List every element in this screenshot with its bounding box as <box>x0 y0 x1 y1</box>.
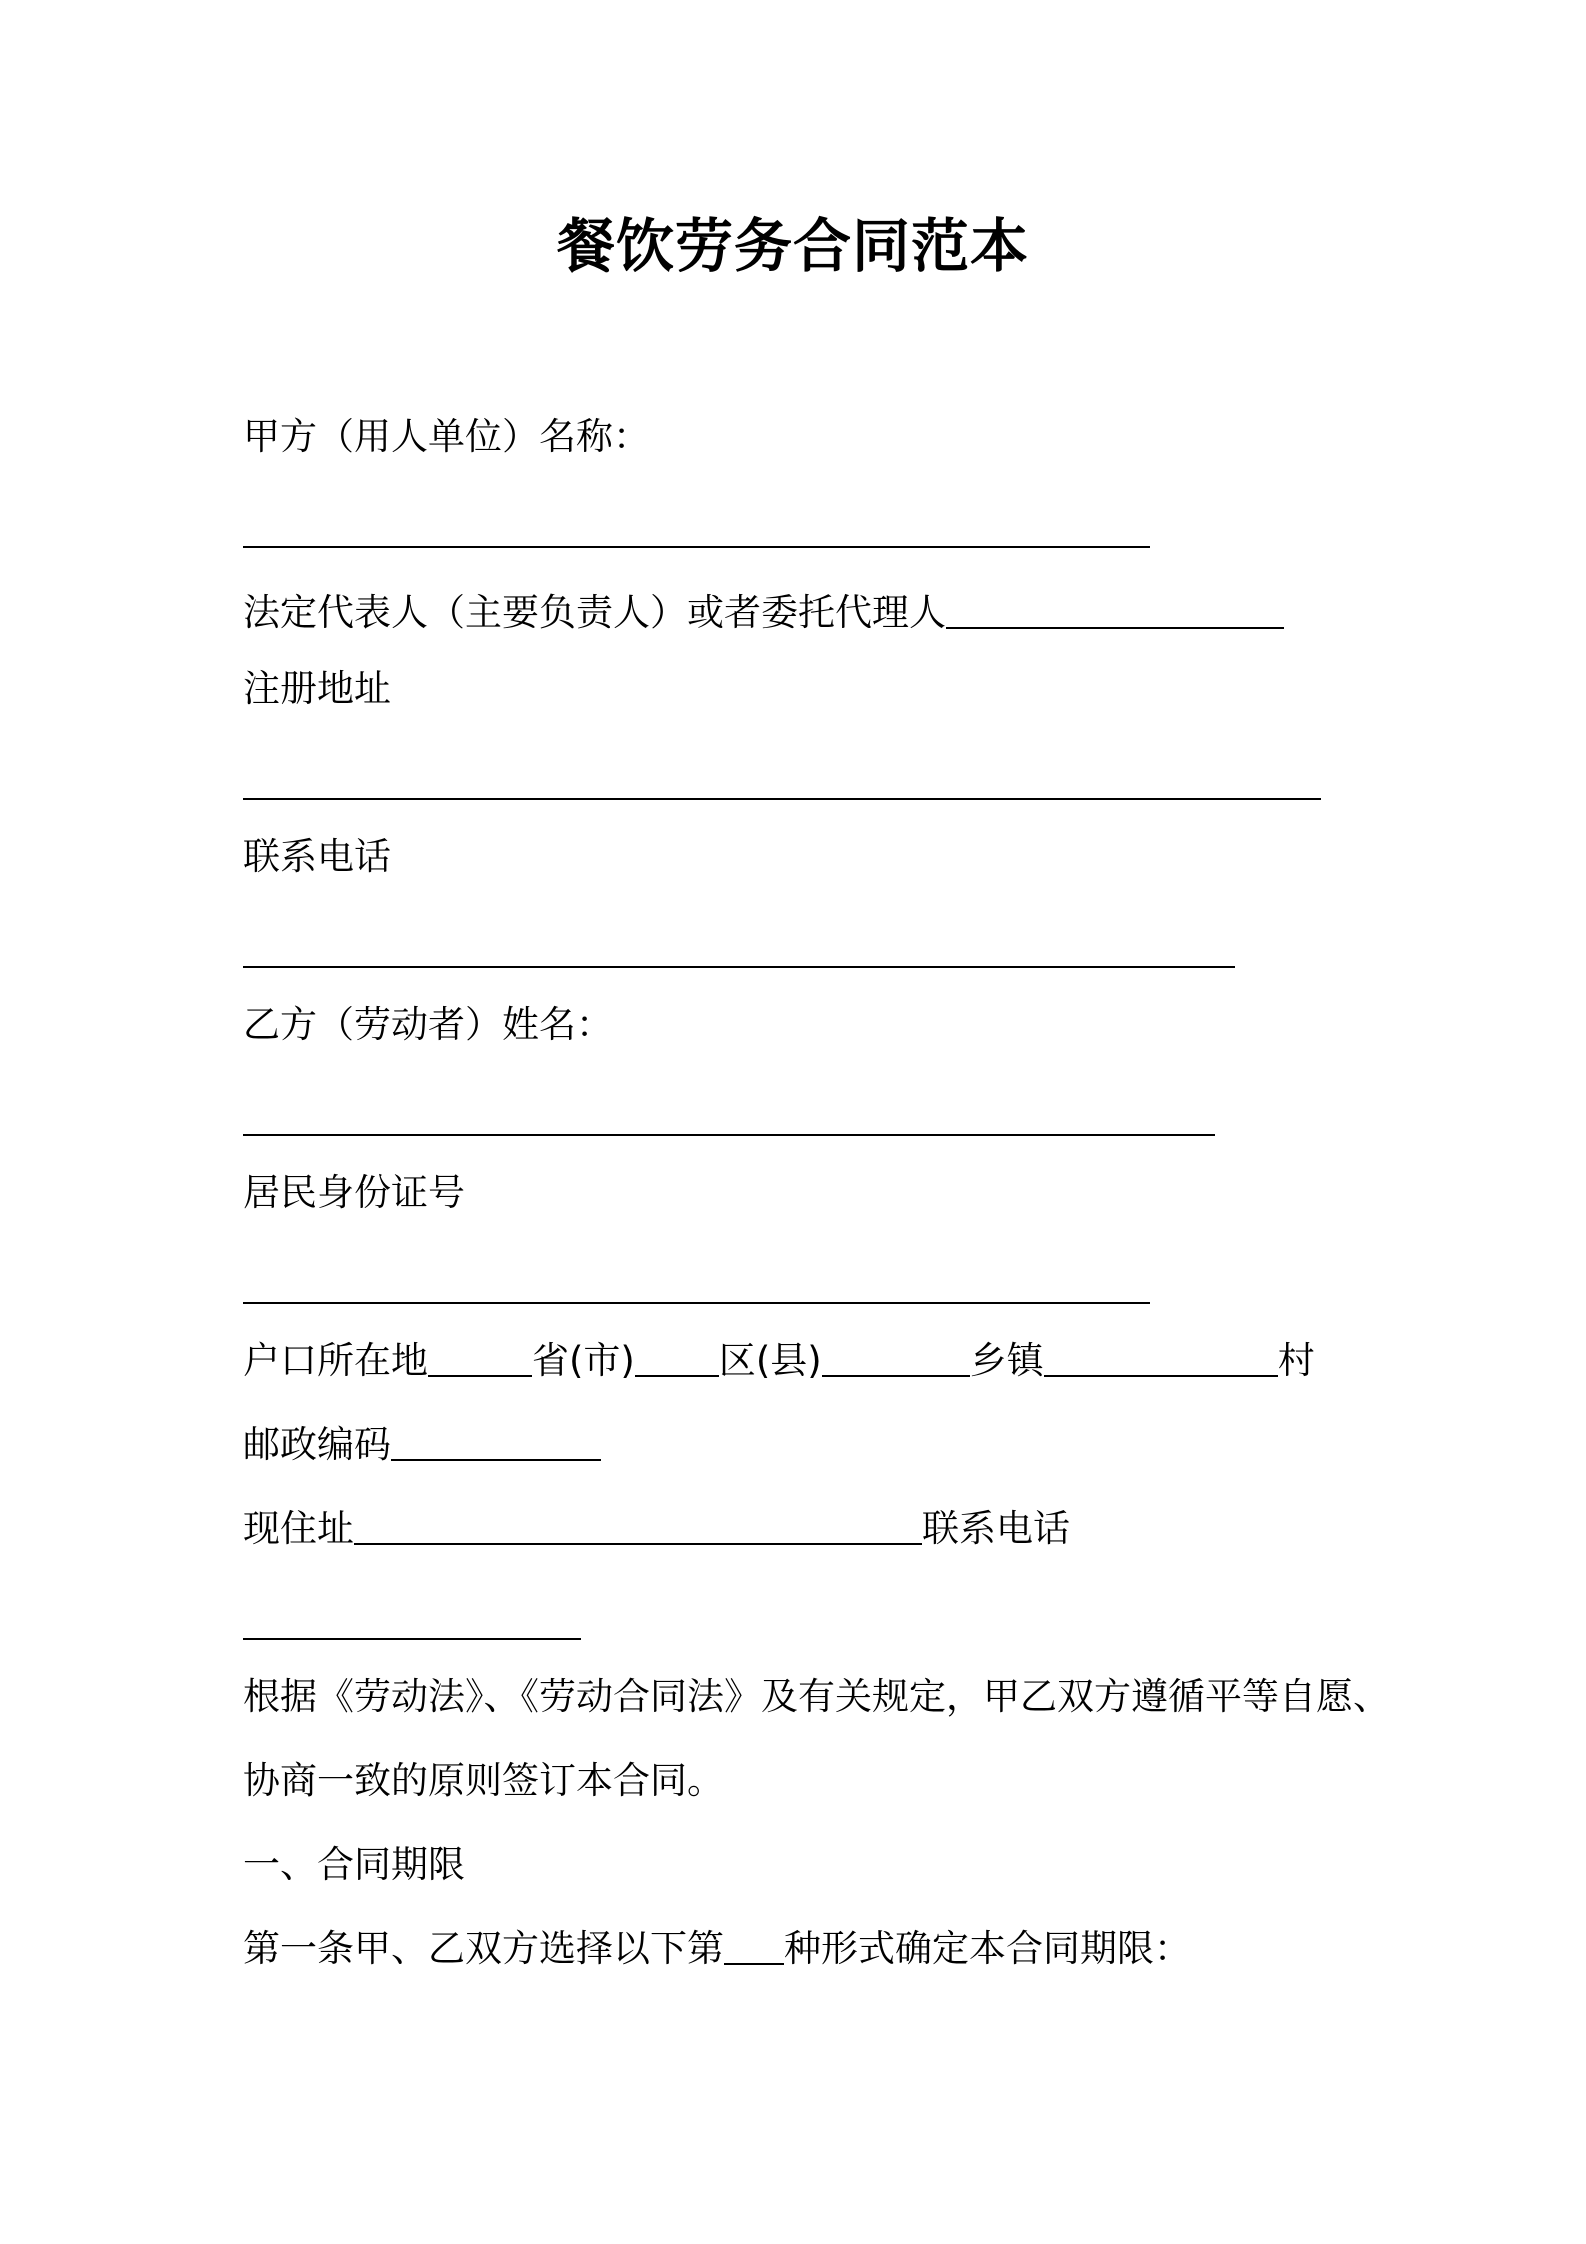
hukou-village-label: 村 <box>1277 1339 1315 1382</box>
party-b-name-blank <box>243 1134 1215 1136</box>
postal-code-label: 邮政编码 <box>243 1423 391 1466</box>
phone-label: 联系电话 <box>243 835 391 878</box>
article-1-row <box>243 1924 1191 1974</box>
party-a-name-label: 甲方（用人单位）名称： <box>243 415 650 458</box>
id-number-blank <box>243 1302 1150 1304</box>
legal-rep-label: 法定代表人（主要负责人）或者委托代理人 <box>243 591 946 634</box>
hukou-label: 户口所在地 <box>243 1339 428 1382</box>
hukou-town-label: 乡镇 <box>969 1339 1044 1382</box>
postal-code-row <box>243 1420 601 1470</box>
current-address-blank <box>354 1542 922 1545</box>
article-1-text-post: 种形式确定本合同期限： <box>784 1927 1191 1970</box>
preamble-line-2: 协商一致的原则签订本合同。 <box>243 1759 724 1802</box>
registered-address-label: 注册地址 <box>243 667 391 710</box>
article-1-text-pre: 第一条甲、乙双方选择以下第 <box>243 1927 724 1970</box>
postal-code-blank <box>391 1458 601 1461</box>
current-phone-blank <box>243 1638 581 1640</box>
legal-rep-blank <box>946 626 1284 629</box>
hukou-row <box>243 1336 1315 1386</box>
party-b-name-label: 乙方（劳动者）姓名： <box>243 1003 613 1046</box>
hukou-province-blank <box>428 1374 532 1377</box>
current-phone-label: 联系电话 <box>922 1507 1070 1550</box>
id-number-label: 居民身份证号 <box>243 1171 465 1214</box>
registered-address-blank <box>243 798 1321 800</box>
legal-rep-row <box>243 588 1284 638</box>
section-1-heading: 一、合同期限 <box>243 1843 465 1886</box>
phone-blank <box>243 966 1235 968</box>
document-title: 餐饮劳务合同范本 <box>556 212 1029 280</box>
current-address-label: 现住址 <box>243 1507 354 1550</box>
hukou-district-label: 区(县) <box>718 1339 822 1382</box>
hukou-town-blank <box>822 1374 970 1377</box>
hukou-province-label: 省(市) <box>532 1339 635 1382</box>
current-address-row <box>243 1504 1070 1554</box>
preamble-line-1: 根据《劳动法》、《劳动合同法》及有关规定，甲乙双方遵循平等自愿、 <box>243 1675 1390 1718</box>
article-1-form-blank <box>724 1962 784 1965</box>
hukou-village-blank <box>1044 1374 1278 1377</box>
party-a-name-blank <box>243 546 1150 548</box>
hukou-district-blank <box>635 1374 719 1377</box>
